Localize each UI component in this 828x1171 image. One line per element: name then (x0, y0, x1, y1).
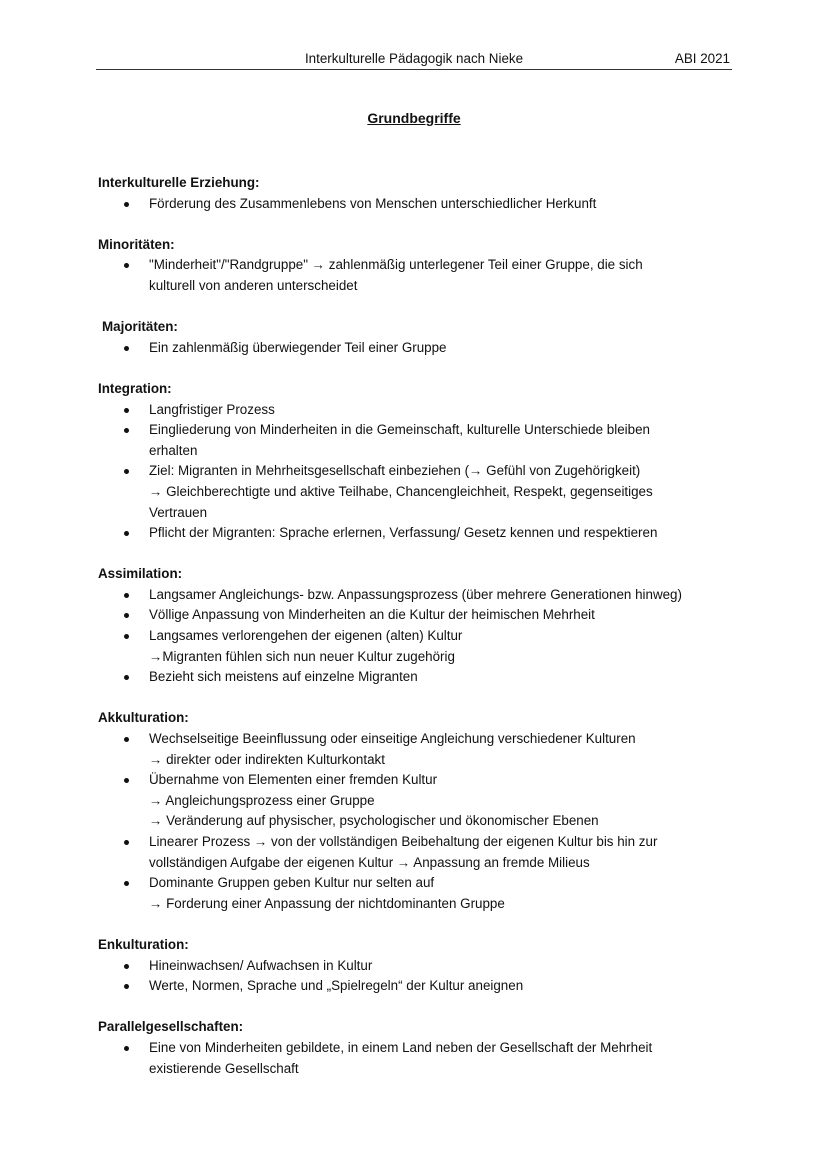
document-body (98, 173, 738, 1100)
bullet-list (98, 1038, 738, 1079)
list-item-line: "Minderheit"/"Randgruppe" → zahlenmäßig unterlegener Teil einer Gruppe, die sich (149, 257, 643, 273)
list-item-line: Dominante Gruppen geben Kultur nur selten auf (149, 875, 435, 891)
bullet-list (98, 729, 738, 914)
list-item (98, 976, 738, 997)
list-item (98, 605, 738, 626)
bullet-list (98, 194, 738, 215)
list-item (98, 461, 738, 523)
list-item (98, 400, 738, 421)
section-heading: Majoritäten: (102, 319, 178, 335)
list-item-line: Pflicht der Migranten: Sprache erlernen, Verfassung/ Gesetz kennen und respektieren (149, 525, 658, 541)
list-item-line: → Angleichungsprozess einer Gruppe (149, 792, 375, 808)
list-item (98, 420, 738, 461)
list-item-line: kulturell von anderen unterscheidet (149, 277, 358, 293)
list-item (98, 194, 738, 215)
list-item-line: Ein zahlenmäßig überwiegender Teil einer Gruppe (149, 339, 447, 355)
list-item-line: existierende Gesellschaft (149, 1060, 299, 1076)
list-item-line: Linearer Prozess → von der vollständigen Beibehaltung der eigenen Kultur bis hin zur (149, 834, 658, 849)
section-heading: Integration: (98, 380, 172, 396)
bullet-list (98, 585, 738, 688)
list-item-line: → direkter oder indirekten Kulturkontakt (149, 751, 385, 767)
list-item (98, 770, 738, 832)
section-akkulturation (98, 708, 738, 914)
section-interkulturelle-erziehung (98, 173, 738, 214)
list-item-line: Hineinwachsen/ Aufwachsen in Kultur (149, 957, 373, 973)
section-heading: Assimilation: (98, 566, 183, 582)
list-item-line: Vertrauen (149, 504, 208, 520)
list-item-line: Übernahme von Elementen einer fremden Kultur (149, 772, 438, 788)
list-item-line: → Forderung einer Anpassung der nichtdominanten Gruppe (149, 895, 505, 911)
list-item-line: Langsamer Angleichungs- bzw. Anpassungsprozess (über mehrere Generationen hinweg) (149, 586, 682, 602)
section-minoritäten (98, 235, 738, 297)
list-item (98, 1038, 738, 1079)
bullet-list (98, 956, 738, 997)
list-item (98, 255, 738, 296)
list-item-line: erhalten (149, 442, 198, 458)
list-item-line: Ziel: Migranten in Mehrheitsgesellschaft einbeziehen (→ Gefühl von Zugehörigkeit) (149, 463, 641, 479)
list-item (98, 585, 738, 606)
list-item (98, 338, 738, 359)
bullet-list (98, 338, 738, 359)
list-item-line: vollständigen Aufgabe der eigenen Kultur → Anpassung an fremde Milieus (149, 854, 590, 870)
list-item-line: Eine von Minderheiten gebildete, in einem Land neben der Gesellschaft der Mehrheit (149, 1039, 653, 1055)
header-title: Interkulturelle Pädagogik nach Nieke (304, 51, 524, 66)
section-heading: Enkulturation: (98, 936, 189, 952)
bullet-list (98, 400, 738, 544)
section-integration (98, 379, 738, 544)
section-enkulturation (98, 935, 738, 997)
list-item-line: Langsames verlorengehen der eigenen (alten) Kultur (149, 628, 463, 644)
list-item-line: → Gleichberechtigte und aktive Teilhabe, Chancengleichheit, Respekt, gegenseitiges (149, 483, 653, 499)
list-item-line: Eingliederung von Minderheiten in die Gemeinschaft, kulturelle Unterschiede bleiben (149, 422, 650, 438)
list-item (98, 667, 738, 688)
list-item-line: → Veränderung auf physischer, psychologischer und ökonomischer Ebenen (149, 813, 599, 829)
section-heading: Interkulturelle Erziehung: (98, 175, 260, 190)
list-item (98, 873, 738, 914)
bullet-list (98, 255, 738, 296)
list-item (98, 832, 738, 873)
list-item-line: Bezieht sich meistens auf einzelne Migranten (149, 669, 418, 685)
section-heading: Akkulturation: (98, 710, 189, 726)
section-assimilation (98, 564, 738, 688)
page-title: Grundbegriffe (367, 110, 461, 126)
page-header (96, 51, 732, 70)
list-item (98, 729, 738, 770)
list-item-line: Langfristiger Prozess (149, 401, 275, 417)
list-item (98, 956, 738, 977)
section-heading: Minoritäten: (98, 236, 175, 252)
section-heading: Parallelgesellschaften: (98, 1019, 244, 1035)
list-item-line: Völlige Anpassung von Minderheiten an die Kultur der heimischen Mehrheit (149, 607, 595, 623)
list-item (98, 626, 738, 667)
header-year: ABI 2021 (674, 51, 730, 66)
section-majoritäten (98, 317, 738, 358)
list-item-line: Werte, Normen, Sprache und „Spielregeln“ der Kultur aneignen (149, 978, 524, 994)
section-parallelgesellschaften (98, 1017, 738, 1079)
list-item-line: →Migranten fühlen sich nun neuer Kultur zugehörig (149, 648, 455, 664)
list-item-line: Förderung des Zusammenlebens von Menschen unterschiedlicher Herkunft (149, 195, 597, 211)
list-item-line: Wechselseitige Beeinflussung oder einseitige Angleichung verschiedener Kulturen (149, 731, 636, 747)
list-item (98, 523, 738, 544)
